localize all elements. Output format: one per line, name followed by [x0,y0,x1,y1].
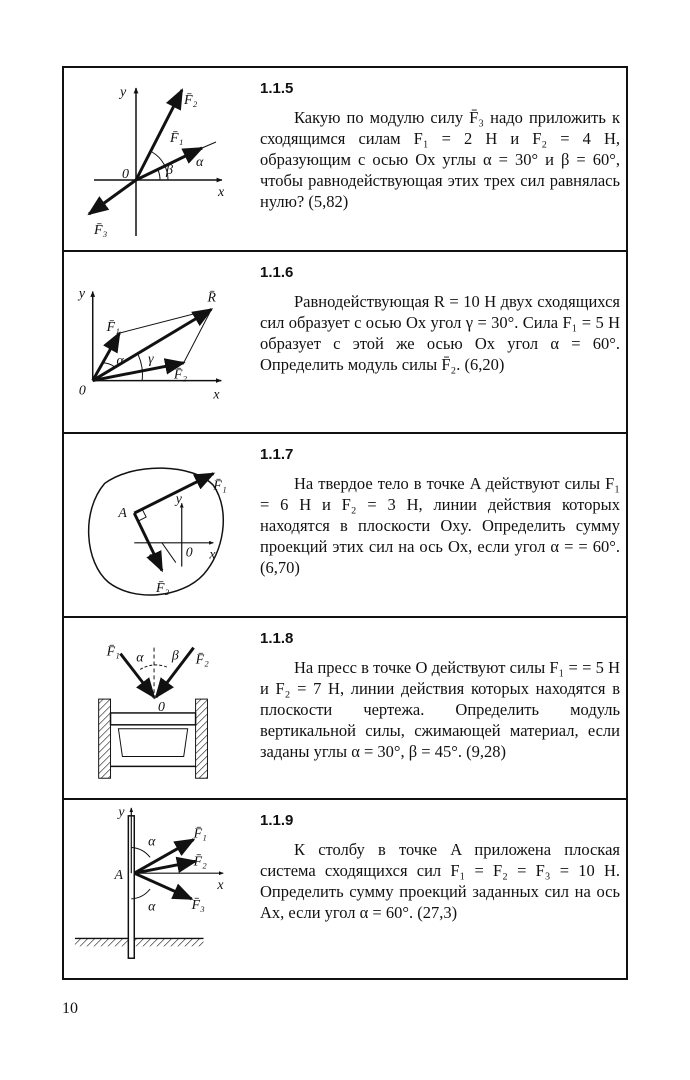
label-y: y [175,491,182,507]
label-alpha1: α [148,833,156,849]
label-f3: F̄₃ [94,223,108,238]
problem-1-1-8 [64,616,626,798]
label-x: x [209,546,216,562]
problem-text: Какую по модулю силу F̄₃ надо приложить к сходящимся силам F₁ = 2 Н и F₂ = 4 Н, образующим с осью Ox углы α = 30° и β = 60°, чтобы равнодействующая этих трех сил равнялась нулю? (5,82) [260,108,620,211]
label-f1: F̄₁ [213,477,227,493]
press-right-wall [196,699,208,778]
diagram-1-1-8 [64,618,252,798]
label-f1: F̄₁ [193,825,207,841]
figure-1-1-8 [64,618,252,798]
figure-1-1-5 [64,68,252,250]
problem-1-1-6 [64,250,626,432]
label-origin: 0 [158,698,165,714]
label-f3: F̄₃ [191,896,205,912]
f1-extension [202,142,216,148]
label-beta: β [171,647,179,663]
figure-1-1-6 [64,252,252,432]
press-plate [111,713,196,725]
problem-text: К столбу в точке A приложена плоская система сходящихся сил F₁ = F₂ = F₃ = 10 Н. Определить сумму проекций заданных сил на ось Ax, если угол α = 60°. (27,3) [260,840,620,922]
angle-gamma-arc [138,355,142,381]
angle-alpha-arc [158,170,160,180]
angle-alpha-arc [103,363,115,367]
problem-1-1-7 [64,432,626,616]
problem-text: Равнодействующая R = 10 Н двух сходящихся сил образует с осью Ox угол γ = 30°. Сила F₁ = 5 Н образует с этой же осью Ox угол α = 60°. Определить модуль силы F̄₂. (6,20) [260,292,620,374]
label-alpha: α [196,155,204,170]
label-f1: F̄₁ [170,131,184,146]
figure-1-1-9 [64,800,252,978]
label-f2: F̄₂ [184,93,198,108]
problem-number: 1.1.7 [260,446,294,463]
label-alpha2: α [148,898,156,914]
label-r: R̄ [207,289,216,305]
problems-frame [62,66,628,980]
ground-hatch [75,938,204,946]
material-block [118,729,187,757]
label-beta: β [166,163,173,178]
problem-number: 1.1.9 [260,812,294,829]
page-number: 10 [62,1000,78,1017]
label-origin: 0 [122,167,129,182]
label-alpha: α [148,548,156,564]
label-x: x [213,386,220,402]
diagram-1-1-7 [64,434,252,616]
label-origin: 0 [78,382,86,398]
label-y: y [78,285,86,301]
problem-1-1-5 [64,68,626,250]
figure-1-1-7 [64,434,252,616]
label-f1: F̄₁ [106,643,120,659]
problem-number: 1.1.8 [260,630,294,647]
label-y: y [120,85,127,100]
label-f2: F̄₂ [156,580,170,596]
label-point-a: A [118,505,127,521]
label-y: y [118,803,125,819]
label-f2: F̄₂ [173,366,188,382]
label-alpha: α [116,352,124,368]
label-x: x [218,185,225,200]
press-left-wall [99,699,111,778]
label-f2: F̄₂ [193,853,207,869]
diagram-1-1-9 [64,800,252,978]
problem-text: На твердое тело в точке A действуют силы F₁ = 6 Н и F₂ = 3 Н, линии действия которых находятся в плоскости Oxy. Определить сумму проекций этих сил на ось Ox, если угол α = = 60°. (6,70) [260,474,620,577]
problem-number: 1.1.6 [260,264,294,281]
label-origin: 0 [185,544,193,560]
diagram-1-1-5 [64,68,252,250]
label-f2: F̄₂ [195,651,209,667]
angle-ref-line [162,543,176,563]
problem-1-1-9 [64,798,626,978]
label-alpha: α [136,649,144,665]
force-f3-arrow [89,180,136,214]
problem-text: На пресс в точке O действуют силы F₁ = = 5 Н и F₂ = 7 Н, линии действия которых находятся в плоскости чертежа. Определить модуль вертикальной силы, сжимающей материал, если заданы углы α = 30°, β = 45°. (9,28) [260,658,620,761]
label-point-a: A [114,867,123,883]
label-x: x [217,877,224,892]
rigid-body-outline [89,468,227,595]
diagram-1-1-6 [64,252,252,432]
problem-number: 1.1.5 [260,80,294,97]
label-gamma: γ [148,350,154,366]
force-f1-arrow [134,474,213,514]
label-f1: F̄₁ [106,319,120,335]
